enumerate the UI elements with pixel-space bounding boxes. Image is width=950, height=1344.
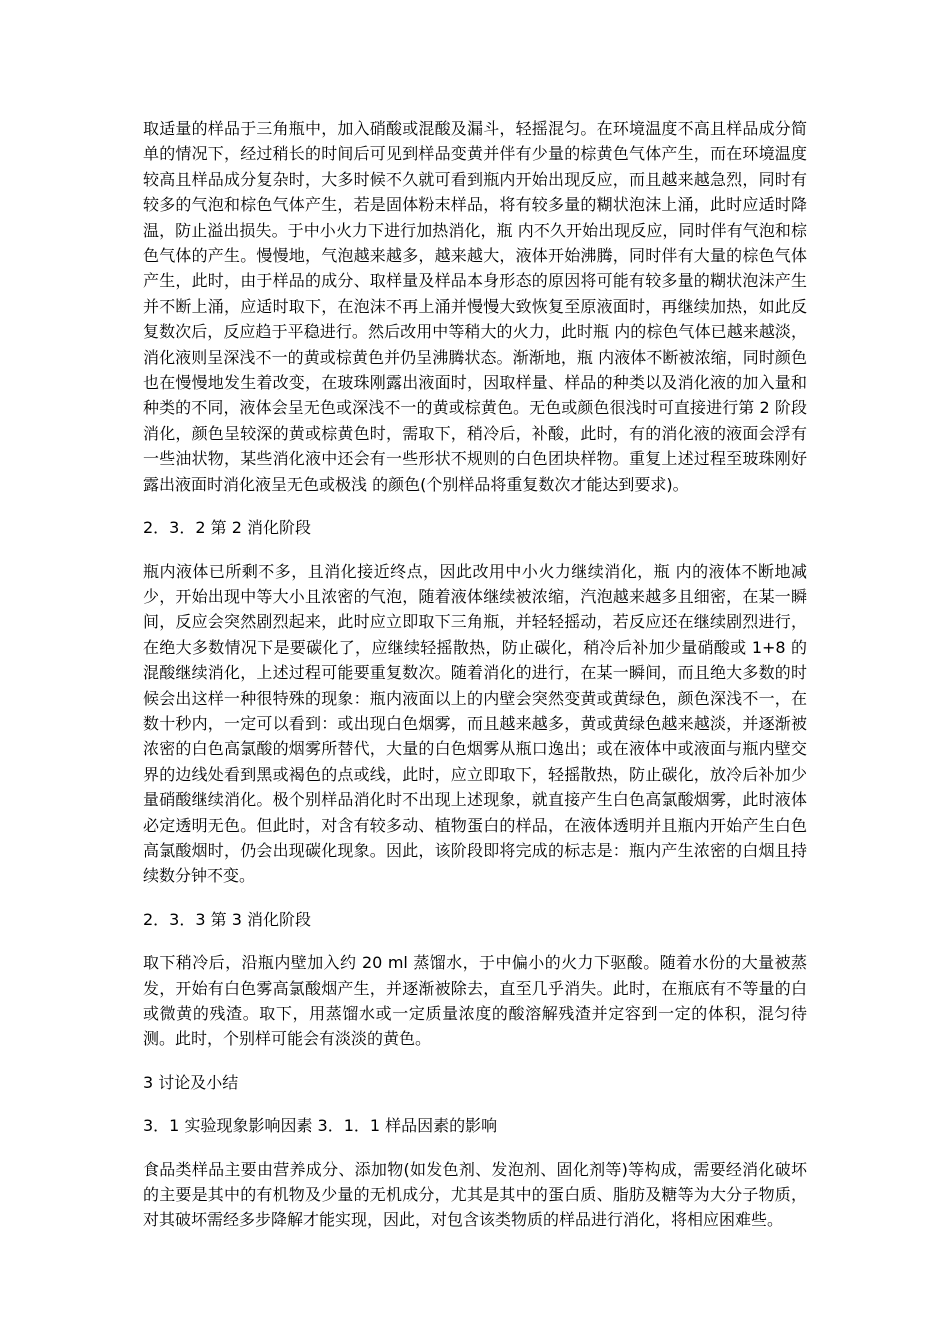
section-heading-2-3-3: 2．3．3 第 3 消化阶段 bbox=[143, 909, 311, 929]
spacer bbox=[143, 889, 807, 907]
section-heading-2-3-2: 2．3．2 第 2 消化阶段 bbox=[143, 518, 311, 538]
section-heading-3-1: 3．1 实验现象影响因素 3．1．1 样品因素的影响 bbox=[143, 1116, 498, 1136]
paragraph-stage1-procedure: 取适量的样品于三角瓶中，加入硝酸或混酸及漏斗，轻摇混匀。在环境温度不高且样品成分简单的情况下，经过稍长的时间后可见到样品变黄并伴有少量的棕黄色气体产生，而在环境温度较高且样品成分复杂时，大多时候不久就可看到瓶内开始出现反应，而且越来越急烈，同时有较多的气泡和棕色气体产生，若是固体粉末样品，将有较多量的糊状泡沫上涌，此时应适时降温，防止溢出损失。于中小火力下进行加热消化，瓶 内不久开始出现反应，同时伴有气泡和棕色气体的产生。慢慢地，气泡越来越多，越来越大，液体开始沸腾，同时伴有大量的棕色气体产生，此时，由于样品的成分、取样量及样品本身形态的原因将可能有较多量的糊状泡沫产生并不断上涌，应适时取下，在泡沫不再上涌并慢慢大致恢复至原液面时，再继续加热，如此反复数次后，反应趋于平稳进行。然后改用中等稍大的火力，此时瓶 内的棕色气体已越来越淡，消化液则呈深浅不一的黄或棕黄色并仍呈沸腾状态。渐渐地，瓶 内液体不断被浓缩，同时颜色也在慢慢地发生着改变，在玻珠刚露出液面时，因取样量、样品的种类以及消化液的加入量和种类的不同，液体会呈无色或深浅不一的黄或棕黄色。无色或颜色很浅时可直接进行第 2 阶段消化，颜色呈较深的黄或棕黄色时，需取下，稍冷后，补酸，此时，有的消化液的液面会浮有一些油状物，某些消化液中还会有一些形状不规则的白色团块样物。重复上述过程至玻珠刚好露出液面时消化液呈无色或极浅 的颜色(个别样品将重复数次才能达到要求)。 bbox=[143, 119, 807, 494]
paragraph-stage2-procedure: 瓶内液体已所剩不多，且消化接近终点，因此改用中小火力继续消化，瓶 内的液体不断地减少，开始出现中等大小且浓密的气泡，随着液体继续被浓缩，汽泡越来越多且细密，在某一瞬间，反应会突然剧烈起来，此时应立即取下三角瓶，并轻轻摇动，若反应还在继续剧烈进行，在绝大多数情况下是要碳化了，应继续轻摇散热，防止碳化，稍冷后补加少量硝酸或 1+8 的混酸继续消化，上述过程可能要重复数次。随着消化的进行，在某一瞬间，而且绝大多数的时候会出这样一种很特殊的现象：瓶内液面以上的内壁会突然变黄或黄绿色，颜色深浅不一，在数十秒内，一定可以看到：或出现白色烟雾，而且越来越多，黄或黄绿色越来越淡，并逐渐被浓密的白色高氯酸的烟雾所替代，大量的白色烟雾从瓶口逸出；或在液体中或液面与瓶内壁交界的边线处看到黑或褐色的点或线，此时，应立即取下，轻摇散热，防止碳化，放冷后补加少量硝酸继续消化。极个别样品消化时不出现上述现象，就直接产生白色高氯酸烟雾，此时液体必定透明无色。但此时，对含有较多动、植物蛋白的样品，在液体透明并且瓶内开始产生白色高氯酸烟时，仍会出现碳化现象。因此，该阶段即将完成的标志是：瓶内产生浓密的白烟且持 续数分钟不变。 bbox=[143, 561, 807, 886]
paragraph-stage3-procedure: 取下稍冷后，沿瓶内壁加入约 20 ml 蒸馏水，于中偏小的火力下驱酸。随着水份的大量被蒸发，开始有白色雾高氯酸烟产生，并逐渐被除去，直至几乎消失。此时，在瓶底有不等量的白或微黄的残渣。取下，用蒸馏水或一定质量浓度的酸溶解残渣并定容到一定的体积，混匀待测。此时，个别样可能会有淡淡的黄色。 bbox=[143, 953, 807, 1049]
section-heading-3: 3 讨论及小结 bbox=[143, 1072, 239, 1092]
spacer bbox=[143, 932, 807, 950]
spacer bbox=[143, 1139, 807, 1157]
spacer bbox=[143, 541, 807, 559]
paragraph-sample-factors: 食品类样品主要由营养成分、添加物(如发色剂、发泡剂、固化剂等)等构成，需要经消化破坏的主要是其中的有机物及少量的无机成分，尤其是其中的蛋白质、脂肪及糖等为大分子物质，对其破坏需经多步降解才能实现，因此，对包含该类物质的样品进行消化，将相应困难些。 bbox=[143, 1159, 807, 1230]
spacer bbox=[143, 1095, 807, 1113]
spacer bbox=[143, 1052, 807, 1070]
spacer bbox=[143, 497, 807, 515]
